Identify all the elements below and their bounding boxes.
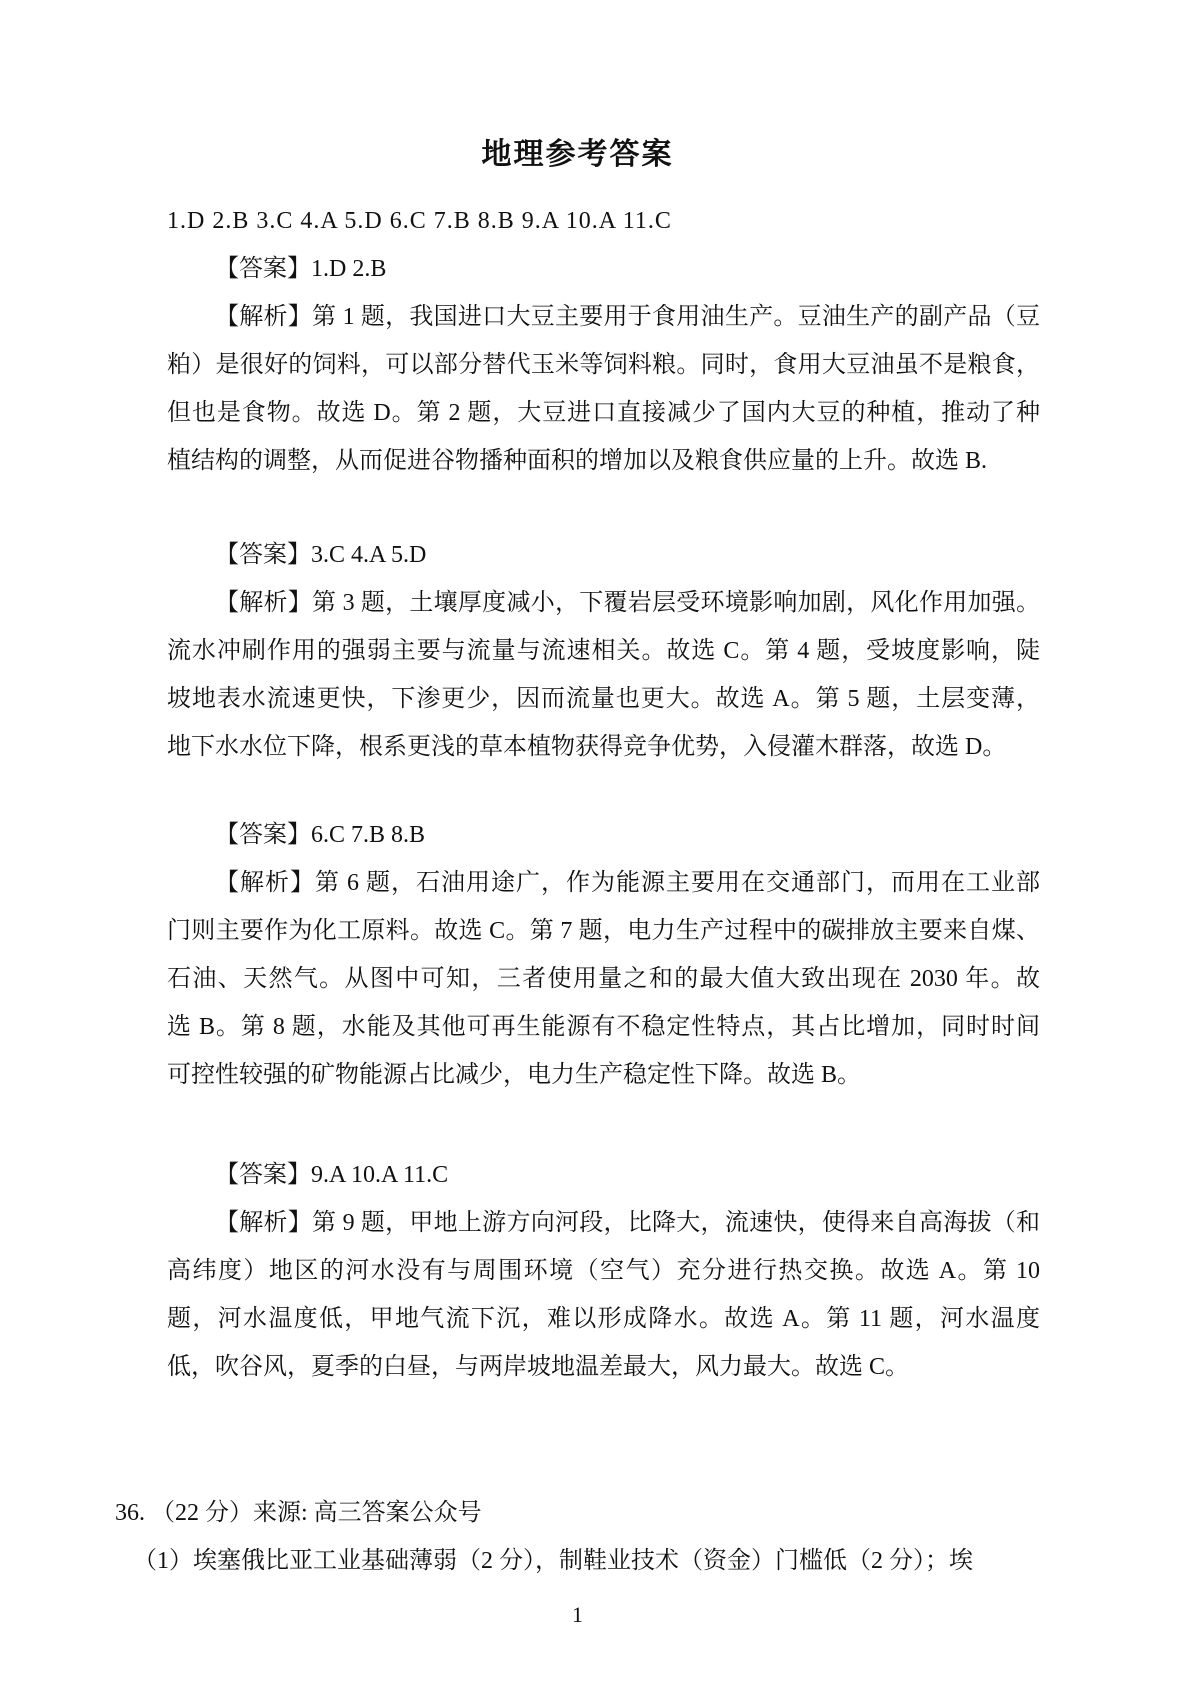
- answer-line: 【答案】3.C 4.A 5.D: [215, 542, 427, 568]
- text-line: 选 B。第 8 题，水能及其他可再生能源有不稳定性特点，其占比增加，同时时间: [167, 1014, 1040, 1040]
- text-line: 【解析】第 1 题，我国进口大豆主要用于食用油生产。豆油生产的副产品（豆: [215, 304, 1040, 330]
- text-line: 题，河水温度低，甲地气流下沉，难以形成降水。故选 A。第 11 题，河水温度: [167, 1306, 1040, 1332]
- text-line: 【解析】第 6 题，石油用途广，作为能源主要用在交通部门，而用在工业部: [215, 870, 1040, 896]
- section-q3-5: [167, 531, 1040, 771]
- page-title: 地理参考答案: [481, 137, 674, 172]
- text-line: 粕）是很好的饲料，可以部分替代玉米等饲料粮。同时，食用大豆油虽不是粮食，: [167, 352, 1040, 378]
- text-line: 坡地表水流速更快，下渗更少，因而流量也更大。故选 A。第 5 题，土层变薄，: [167, 686, 1040, 712]
- text-line: 【解析】第 3 题，土壤厚度减小，下覆岩层受环境影响加剧，风化作用加强。: [215, 590, 1040, 616]
- text-line: 【解析】第 9 题，甲地上游方向河段，比降大，流速快，使得来自高海拔（和: [215, 1210, 1040, 1236]
- text-line: 门则主要作为化工原料。故选 C。第 7 题，电力生产过程中的碳排放主要来自煤、: [167, 918, 1040, 944]
- answer-line: 【答案】9.A 10.A 11.C: [215, 1162, 449, 1188]
- section-q9-11: [167, 1151, 1040, 1391]
- text-line: 地下水水位下降，根系更浅的草本植物获得竞争优势，入侵灌木群落，故选 D。: [167, 734, 1007, 760]
- analysis-paragraph: [167, 859, 1040, 1099]
- analysis-paragraph: [167, 579, 1040, 771]
- section-q6-8: [167, 811, 1040, 1099]
- section-q1-2: [167, 245, 1040, 485]
- question-36-item-1: （1）埃塞俄比亚工业基础薄弱（2 分），制鞋业技术（资金）门槛低（2 分）；埃: [133, 1548, 973, 1574]
- analysis-paragraph: [167, 1199, 1040, 1391]
- analysis-paragraph: [167, 293, 1040, 485]
- text-line: 高纬度）地区的河水没有与周围环境（空气）充分进行热交换。故选 A。第 10: [167, 1258, 1040, 1284]
- answers-body: [167, 197, 1040, 1391]
- answer-line: 【答案】1.D 2.B: [215, 256, 387, 282]
- question-36-header: 36. （22 分）来源: 高三答案公众号: [115, 1500, 482, 1526]
- text-line: 低，吹谷风，夏季的白昼，与两岸坡地温差最大，风力最大。故选 C。: [167, 1354, 910, 1380]
- text-line: 但也是食物。故选 D。第 2 题，大豆进口直接减少了国内大豆的种植，推动了种: [167, 400, 1040, 426]
- text-line: 植结构的调整，从而促进谷物播种面积的增加以及粮食供应量的上升。故选 B.: [167, 448, 988, 474]
- page-number: 1: [572, 1602, 583, 1627]
- text-line: 可控性较强的矿物能源占比减少，电力生产稳定性下降。故选 B。: [167, 1062, 862, 1088]
- answer-summary-row: 1.D 2.B 3.C 4.A 5.D 6.C 7.B 8.B 9.A 10.A 11.C: [167, 208, 672, 234]
- text-line: 石油、天然气。从图中可知，三者使用量之和的最大值大致出现在 2030 年。故: [167, 966, 1040, 992]
- text-line: 流水冲刷作用的强弱主要与流量与流速相关。故选 C。第 4 题，受坡度影响，陡: [167, 638, 1040, 664]
- answer-line: 【答案】6.C 7.B 8.B: [215, 822, 426, 848]
